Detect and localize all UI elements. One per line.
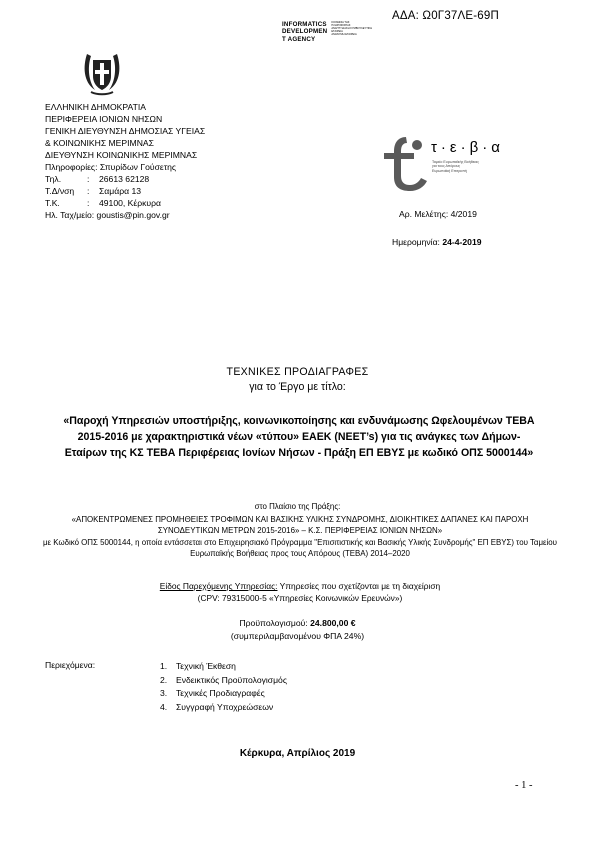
action-title: «ΑΠΟΚΕΝΤΡΩΜΕΝΕΣ ΠΡΟΜΗΘΕΙΕΣ ΤΡΟΦΙΜΩΝ ΚΑΙ ΒΑΣΙΚΗΣ ΥΛΙΚΗΣ ΣΥΝΔΡΟΜΗΣ, ΔΙΟΙΚΗΤΙΚΕΣ ΔΑΠΑΝΕΣ ΚΑΙ ΠΑΡΟΧΗ ΣΥΝΟΔΕΥΤΙΚΩΝ ΜΕΤΡΩΝ 2015-2016» – Κ.Σ. ΠΕΡΙΦΕΡΕΙΑΣ ΙΟΝΙΩΝ ΝΗΣΩΝ» [71,515,529,535]
teba-wordmark: τ·ε·β·α [431,139,504,156]
ida-logo [282,21,372,43]
programme-code: με Κωδικό ΟΠΣ 5000144, η οποία εντάσσεται στο Επιχειρησιακό Πρόγραμμα "Επισιτιστικής και Βασικής Υλικής Συνδρομής" ΕΠ ΕΒΥΣ) του Ταμείου Ευρωπαϊκής Βοήθειας προς τους Απόρους (ΤΕΒΑ) 2014–2020 [43,538,557,558]
service-type: Είδος Παρεχόμενης Υπηρεσίας: Υπηρεσίες που σχετίζονται με τη διαχείριση (CPV: 79315000-5 «Υπηρεσίες Κοινωνικών Ερευνών») [159,581,441,603]
page-number: - 1 - [515,780,533,791]
place-date: Κέρκυρα, Απρίλιος 2019 [239,748,356,759]
greek-emblem-icon [73,46,131,98]
ada-code: ΑΔΑ: Ω0Γ37ΛΕ-69Π [392,10,500,22]
document-subtitle: για το Έργο με τίτλο: [249,381,346,393]
contents-label: Περιεχόμενα: [45,660,96,670]
postcode-row: Τ.Κ. : 49100, Κέρκυρα [45,198,161,208]
framework-label: στο Πλαίσιο της Πράξης: [254,502,341,511]
ida-name: INFORMATICS DEVELOPMEN T AGENCY [282,21,328,43]
list-item: 2. Ενδεικτικός Προϋπολογισμός [160,674,287,685]
budget-note: (συμπεριλαμβανομένου ΦΠΑ 24%) [230,631,365,641]
issuer-block: ΕΛΛΗΝΙΚΗ ΔΗΜΟΚΡΑΤΙΑ ΠΕΡΙΦΕΡΕΙΑ ΙΟΝΙΩΝ ΝΗΣΩΝ ΓΕΝΙΚΗ ΔΙΕΥΘΥΝΣΗ ΔΗΜΟΣΙΑΣ ΥΓΕΙΑΣ & ΚΟΙΝΩΝΙΚΗΣ ΜΕΡΙΜΝΑΣ ΔΙΕΥΘΥΝΣΗ ΚΟΙΝΩΝΙΚΗΣ ΜΕΡΙΜΝΑΣ Πληροφορίες: Σπυρίδων Γούσετης Τηλ. : 26613 62128 Τ.Δ/νση : Σαμάρα 13 Τ.Κ. : 49100, Κέρκυρα Ηλ. Ταχ/μείο: goustis@pin.gov.gr [45,102,206,220]
contents-list [160,660,287,714]
list-item: 1. Τεχνική Έκθεση [160,661,236,671]
email-row: Ηλ. Ταχ/μείο: goustis@pin.gov.gr [45,210,170,220]
ida-subtitle: ΚΟΙΝΩΝΙΑ ΤΗΣ ΠΛΗΡΟΦΟΡΙΑΣ ΑΝΑΠΤΥΞΙΑΚΗ ΣΥΜΒΟΥΛΕΥΤΙΚΗ ΕΤΑΙΡΕΙΑ ΑΝΩΝΥΜΗ ΕΤΑΙΡΕΙΑ [331,21,373,36]
study-number: Αρ. Μελέτης: 4/2019 [399,209,477,219]
list-item: 3. Τεχνικές Προδιαγραφές [160,688,265,699]
teba-tagline: Ταμείο Ευρωπαϊκής Βοήθειας για τους Απόρους Ευρωπαϊκή Επιτροπή [432,160,479,173]
phone-row: Τηλ. : 26613 62128 [45,174,150,184]
document-title: ΤΕΧΝΙΚΕΣ ΠΡΟΔΙΑΓΡΑΦΕΣ [226,366,369,378]
project-title: «Παροχή Υπηρεσιών υποστήριξης, κοινωνικοποίησης και ενδυνάμωσης Ωφελουμένων ΤΕΒΑ 2015-2016 με χαρακτηριστικά νέων «τύπου» ΕΑΕΚ (NEET’s) για τις ανάγκες των Δήμων-Εταίρων της ΚΣ ΤΕΒΑ Περιφέρειας Ιονίων Νήσων - Πράξη ΕΠ ΕΒΥΣ με κωδικό ΟΠΣ 5000144» [63,415,535,459]
budget: Προϋπολογισμού: 24.800,00 € [239,618,356,628]
list-item: 4. Συγγραφή Υποχρεώσεων [160,701,274,712]
address-row: Τ.Δ/νση : Σαμάρα 13 [45,186,142,196]
document-date: Ημερομηνία: 24-4-2019 [392,237,482,247]
cpv-code: (CPV: 79315000-5 «Υπηρεσίες Κοινωνικών Ερευνών») [197,593,403,603]
